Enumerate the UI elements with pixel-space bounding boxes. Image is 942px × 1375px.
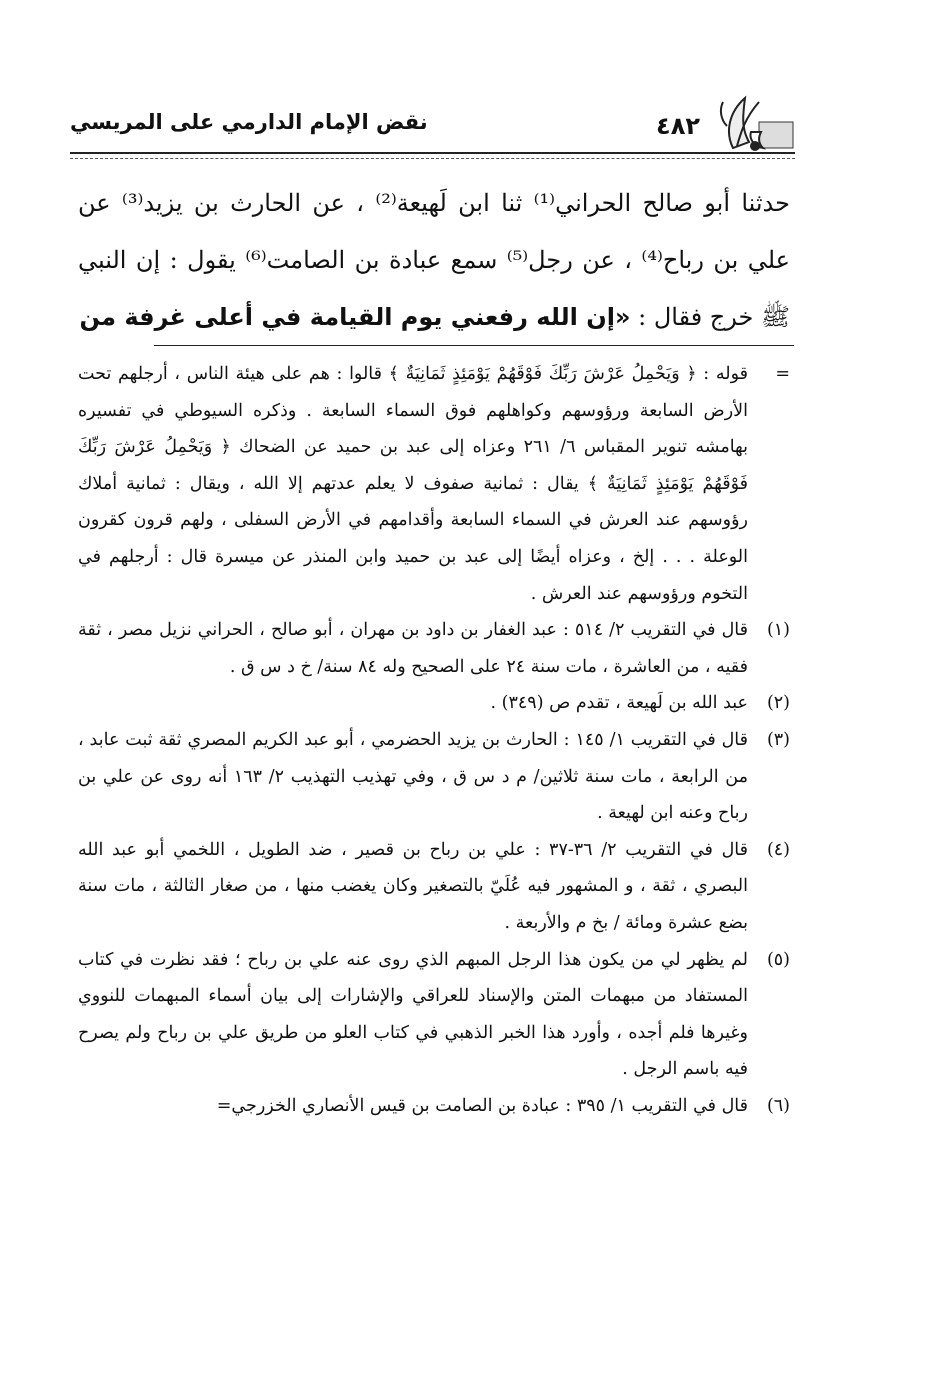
footnote-number: (٤) [766, 839, 790, 860]
hadith-highlight: «إن الله رفعني يوم القيامة في أعلى غرفة من [79, 303, 631, 331]
footnote-text: لم يظهر لي من يكون هذا الرجل المبهم الذي روى عنه علي بن رباح ؛ فقد نظرت في كتاب المستفاد من مبهمات المتن والإسناد للعراقي والإشارات إلى بيان أسماء المبهمات للنووي وغيرها فلم أجده ، وأورد هذا الخبر الذهبي في كتاب العلو من طريق علي بن رباح ولم يصرح فيه باسم الرجل . [78, 949, 748, 1080]
footnote-separator [154, 345, 794, 346]
footnote-1 [78, 612, 790, 685]
footnote-5 [78, 942, 790, 1088]
quill-ornament-icon [715, 92, 795, 156]
footnote-2 [78, 685, 790, 722]
footnote-text: قال في التقريب ١/ ١٤٥ : الحارث بن يزيد الحضرمي ، أبو عبد الكريم المصري ثقة ثبت عابد ، من الرابعة ، مات سنة ثلاثين/ م د س ق ، وفي تهذيب التهذيب ٢/ ١٦٣ أنه روى عن علي بن رباح وعنه ابن لهيعة . [78, 729, 749, 824]
main-paragraph [78, 175, 790, 346]
footnotes [78, 356, 790, 1124]
footnote-number: (٣) [766, 729, 790, 750]
running-title: نقض الإمام الدارمي على المريسي [70, 110, 428, 134]
header-rule [70, 152, 795, 159]
footnote-text: قال في التقريب ٢/ ٣٦-٣٧ : علي بن رباح بن قصير ، ضد الطويل ، اللخمي أبو عبد الله البصري ، ثقة ، و المشهور فيه عُلَيّ بالتصغير وكان يغضب منها ، من صغار الثالثة ، مات سنة بضع عشرة ومائة / بخ م والأربعة . [78, 839, 748, 933]
main-text [78, 175, 790, 346]
footnote-text: قوله : ﴿ وَيَحْمِلُ عَرْشَ رَبِّكَ فَوْقَهُمْ يَوْمَئِذٍ ثَمَانِيَةٌ ﴾ قالوا : هم على هيئة الناس ، أرجلهم تحت الأرض السابعة ورؤوسهم وكواهلهم فوق السماء السابعة . وذكره السيوطي في تفسيره بهامشه تنوير المقباس ٦/ ٢٦١ وعزاه إلى عبد بن حميد عن الضحاك ﴿ وَيَحْمِلُ عَرْشَ رَبِّكَ فَوْقَهُمْ يَوْمَئِذٍ ثَمَانِيَةٌ ﴾ يقال : ثمانية صفوف لا يعلم عدتهم إلا الله ، ويقال : ثمانية أملاك رؤوسهم عند العرش في السماء السابعة وأقدامهم في الأرض السفلى ، ولهم قرون كقرون الوعلة . . . إلخ ، وعزاه أيضًا إلى عبد بن حميد وابن المنذر عن ميسرة قال : أرجلهم في التخوم ورؤوسهم عند العرش . [78, 364, 748, 604]
footnote-number: (٥) [766, 949, 790, 970]
footnote-text: عبد الله بن لَهيعة ، تقدم ص (٣٤٩) . [490, 693, 748, 714]
footnote-4 [78, 832, 790, 942]
main-paragraph-text: حدثنا أبو صالح الحراني⁽¹⁾ ثنا ابن لَهيعة⁽²⁾ ، عن الحارث بن يزيد⁽³⁾ عن علي بن رباح⁽⁴⁾ ، عن رجل⁽⁵⁾ سمع عبادة بن الصامت⁽⁶⁾ يقول : إن النبي ﷺ خرج فقال : [78, 189, 790, 331]
page-header [70, 92, 795, 156]
footnote-continuation [78, 356, 790, 612]
footnote-number: (١) [766, 620, 790, 641]
footnote-number: = [775, 364, 790, 384]
footnote-text: قال في التقريب ١/ ٣٩٥ : عبادة بن الصامت بن قيس الأنصاري الخزرجي= [216, 1095, 748, 1116]
footnote-3 [78, 722, 790, 832]
page-number: ٤٨٢ [656, 112, 700, 140]
footnote-text: قال في التقريب ٢/ ٥١٤ : عبد الغفار بن داود بن مهران ، أبو صالح ، الحراني نزيل مصر ، ثقة فقيه ، من العاشرة ، مات سنة ٢٤ على الصحيح وله ٨٤ سنة/ خ د س ق . [78, 620, 748, 677]
footnote-number: (٢) [766, 693, 790, 714]
footnote-number: (٦) [766, 1095, 790, 1116]
footnote-6 [78, 1088, 790, 1125]
